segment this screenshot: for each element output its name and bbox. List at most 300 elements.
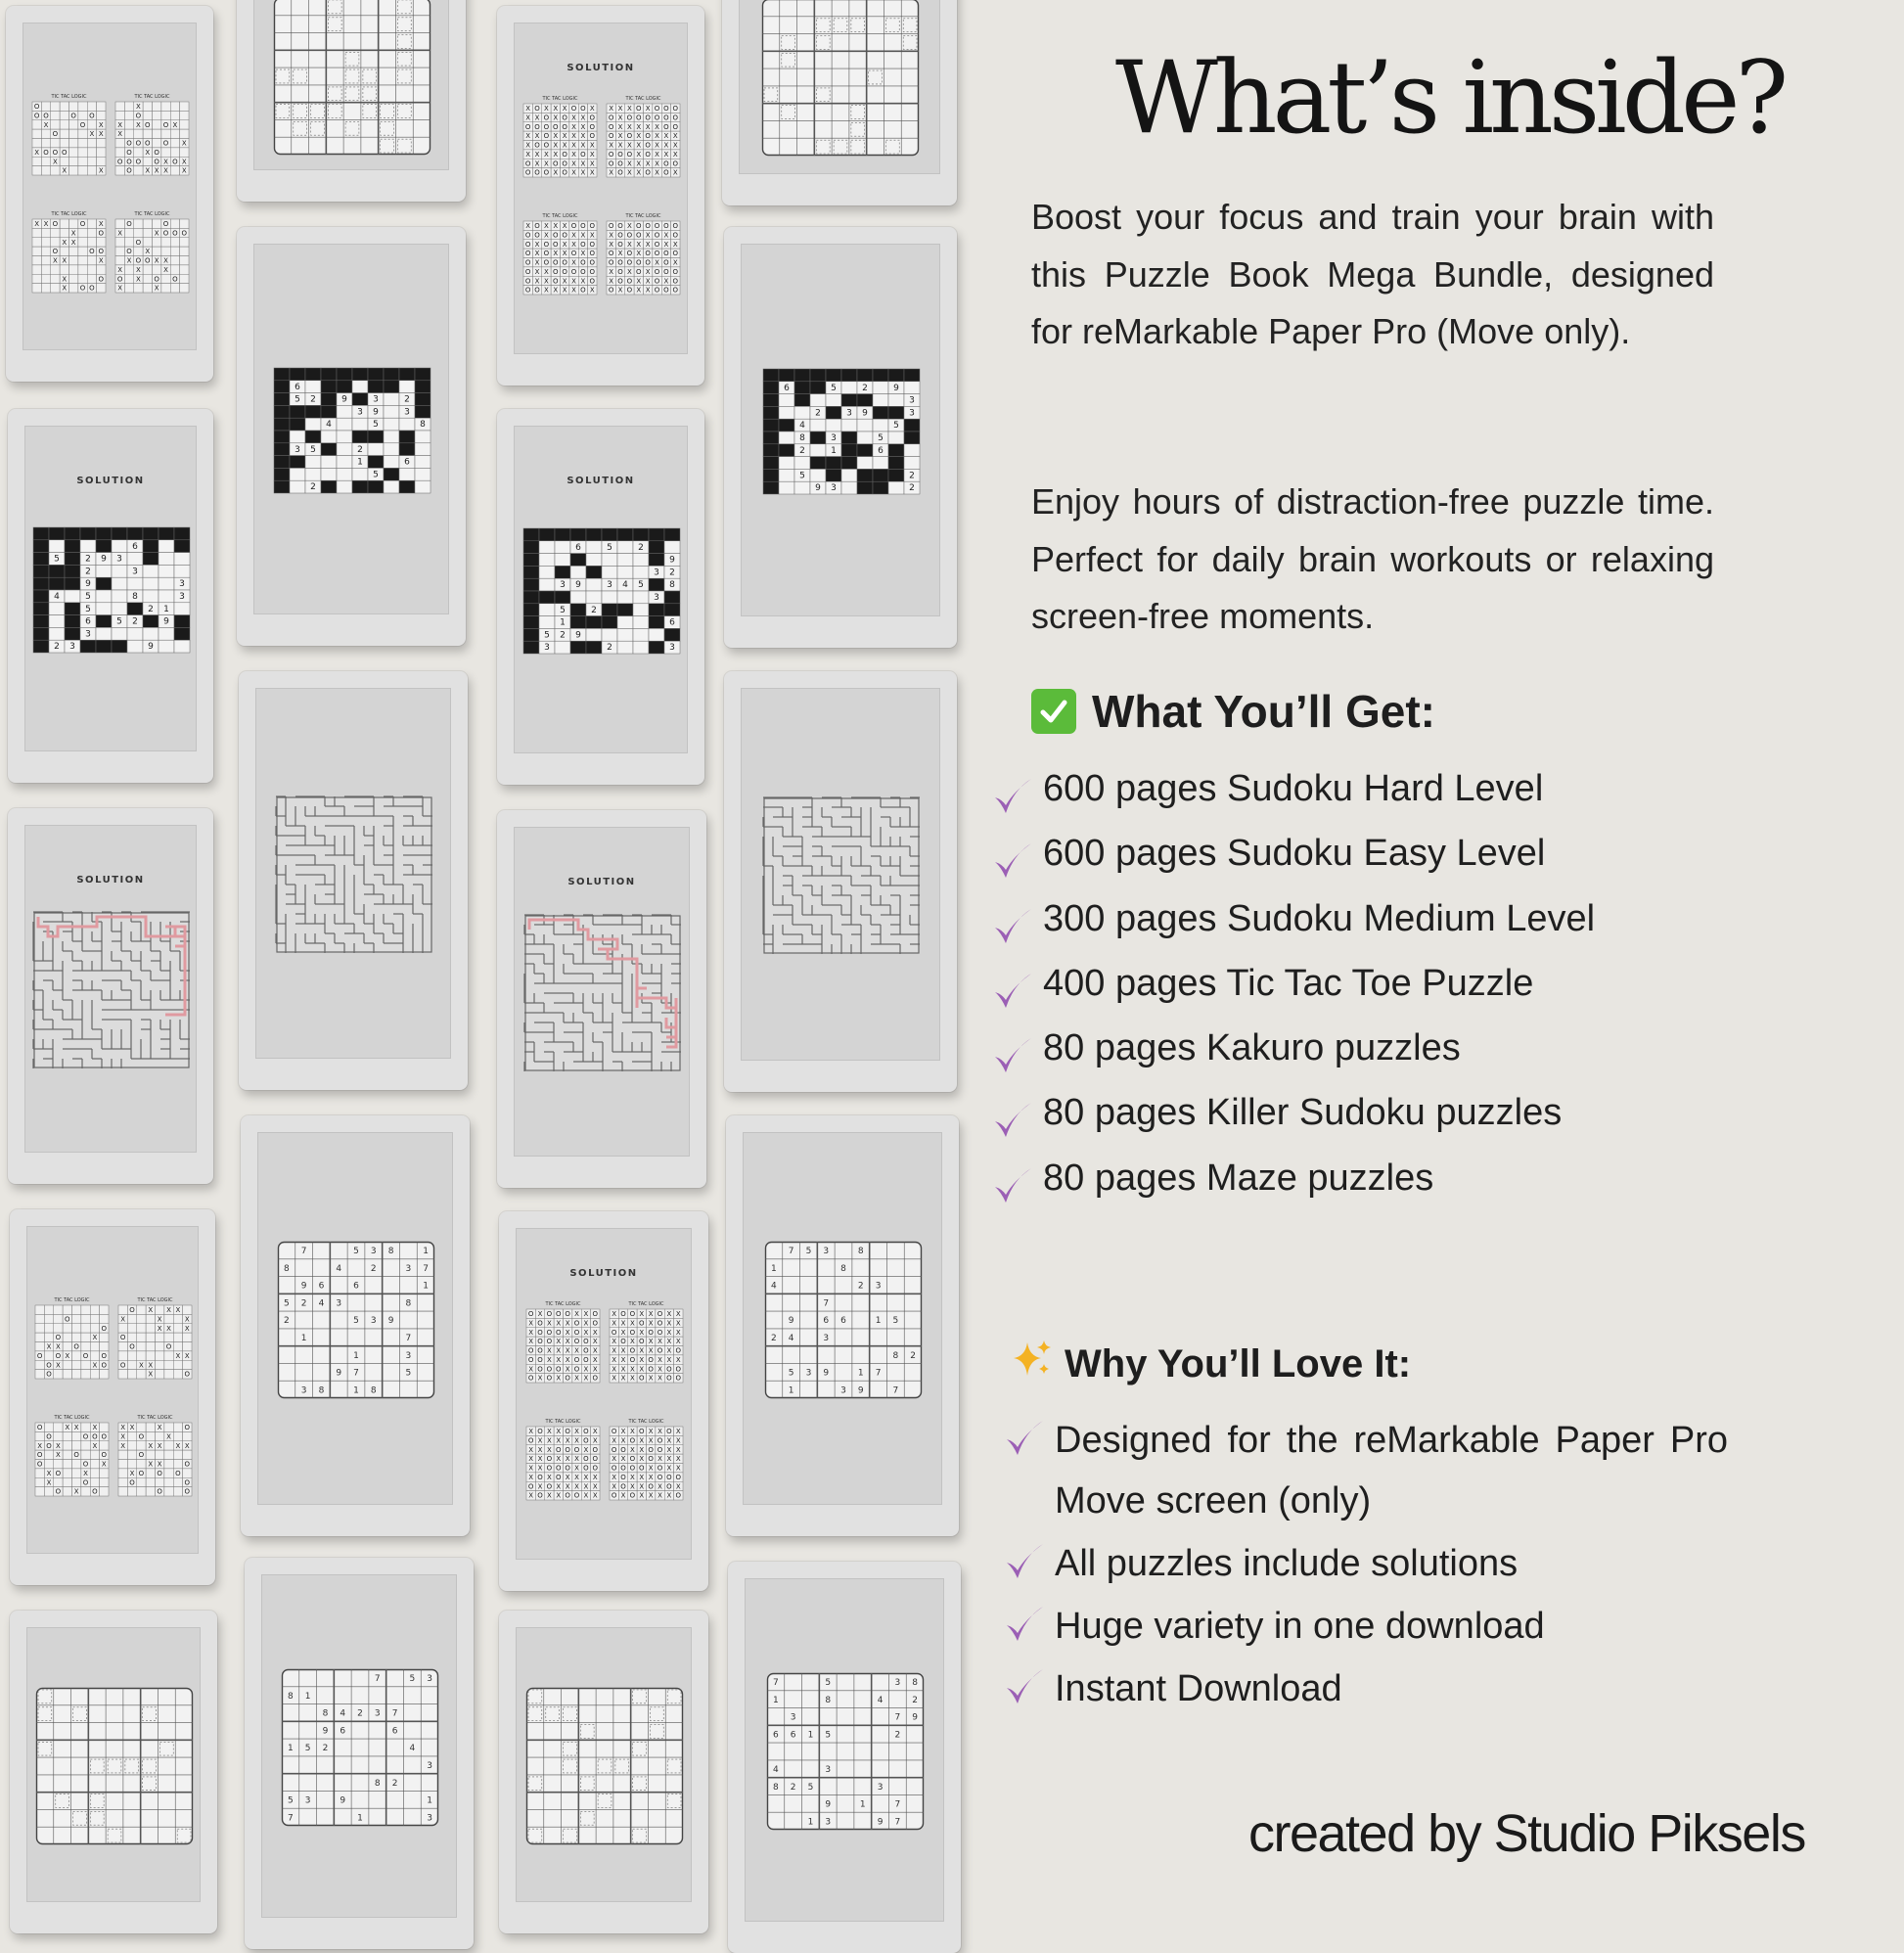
svg-text:O: O [675, 1473, 682, 1481]
svg-text:O: O [663, 159, 669, 168]
svg-text:O: O [172, 274, 178, 283]
svg-text:X: X [547, 1445, 552, 1454]
check-tick-icon [992, 776, 1033, 817]
svg-text:X: X [627, 159, 632, 168]
svg-text:X: X [145, 166, 151, 175]
svg-text:O: O [534, 141, 540, 150]
svg-text:6: 6 [669, 617, 675, 628]
svg-text:2: 2 [607, 642, 612, 653]
svg-text:O: O [138, 1450, 145, 1459]
svg-text:X: X [175, 1305, 181, 1314]
svg-text:O: O [654, 286, 660, 295]
svg-text:O: O [672, 267, 679, 276]
svg-text:X: X [547, 1473, 552, 1481]
svg-text:O: O [46, 1370, 52, 1379]
svg-text:X: X [154, 166, 159, 175]
svg-text:O: O [620, 1464, 626, 1473]
svg-text:O: O [135, 111, 142, 119]
svg-text:X: X [565, 1365, 570, 1374]
svg-text:X: X [663, 231, 669, 240]
what-you-get-list [992, 768, 1873, 1222]
svg-text:X: X [136, 274, 141, 283]
check-tick-icon [992, 1100, 1033, 1141]
svg-text:O: O [589, 277, 596, 286]
svg-text:X: X [612, 1455, 617, 1464]
svg-text:X: X [583, 1310, 589, 1319]
what-you-get-item [992, 898, 1873, 963]
sudoku-digit: 7 [773, 1677, 779, 1688]
svg-text:X: X [636, 159, 642, 168]
svg-text:X: X [98, 219, 104, 228]
svg-text:X: X [553, 250, 559, 258]
what-you-get-item [992, 768, 1873, 833]
svg-text:TIC TAC LOGIC: TIC TAC LOGIC [625, 96, 661, 102]
svg-text:5: 5 [54, 554, 60, 565]
svg-text:9: 9 [575, 629, 581, 640]
puzzle-artwork [763, 797, 920, 954]
e-reader-screen [514, 426, 688, 753]
svg-text:X: X [544, 159, 549, 168]
sudoku-digit: 3 [894, 1677, 901, 1688]
intro-paragraph-1: Boost your focus and train your brain with this Puzzle Book Mega Bundle, designed for reMarkable Paper Pro (Move only). [1031, 197, 1714, 351]
why-love-it-item [1004, 1658, 1728, 1719]
svg-text:X: X [663, 150, 669, 159]
svg-text:X: X [574, 1346, 579, 1355]
svg-text:O: O [126, 247, 132, 255]
svg-text:5: 5 [831, 383, 837, 393]
svg-text:5: 5 [373, 419, 379, 430]
svg-text:O: O [583, 1455, 589, 1464]
sudoku-digit: 1 [788, 1385, 794, 1395]
sudoku-digit: 4 [409, 1743, 416, 1753]
e-reader-screen [516, 1228, 692, 1560]
svg-text:X: X [175, 1441, 181, 1450]
svg-text:X: X [636, 150, 642, 159]
svg-text:O: O [556, 1464, 562, 1473]
svg-text:X: X [92, 1360, 98, 1369]
svg-text:X: X [544, 150, 549, 159]
svg-text:O: O [608, 150, 614, 159]
sudoku-digit: 5 [807, 1782, 814, 1793]
svg-text:X: X [636, 132, 642, 141]
svg-text:O: O [126, 219, 132, 228]
svg-text:O: O [524, 267, 531, 276]
sudoku-digit: 7 [823, 1297, 830, 1308]
solution-label: SOLUTION [76, 476, 145, 486]
puzzle-artwork [276, 796, 432, 953]
sudoku-digit: 4 [340, 1708, 346, 1719]
svg-text:X: X [129, 1423, 135, 1431]
svg-text:O: O [562, 122, 567, 131]
e-reader-page-sudoku [726, 1115, 959, 1536]
svg-text:O: O [617, 150, 623, 159]
svg-text:6: 6 [404, 457, 410, 468]
svg-text:X: X [544, 286, 549, 295]
sudoku-digit: 8 [857, 1246, 864, 1256]
svg-text:O: O [157, 1469, 162, 1477]
svg-text:O: O [675, 1365, 682, 1374]
svg-text:X: X [528, 1319, 534, 1328]
svg-text:O: O [608, 159, 614, 168]
svg-text:O: O [162, 219, 169, 228]
svg-text:2: 2 [404, 394, 410, 405]
svg-text:X: X [98, 129, 104, 138]
svg-text:X: X [43, 120, 49, 129]
svg-text:X: X [120, 1423, 126, 1431]
puzzle-artwork [278, 1242, 434, 1398]
svg-text:O: O [666, 1365, 672, 1374]
svg-text:O: O [620, 1482, 626, 1491]
svg-text:O: O [580, 267, 586, 276]
svg-text:X: X [589, 231, 595, 240]
why-love-it-item-text: All puzzles include solutions [1055, 1543, 1519, 1584]
why-love-it-list [1004, 1410, 1728, 1721]
svg-text:4: 4 [54, 591, 60, 602]
e-reader-page-sudoku [728, 1562, 961, 1953]
svg-text:TIC TAC LOGIC: TIC TAC LOGIC [137, 1296, 173, 1303]
sudoku-digit: 4 [877, 1695, 884, 1705]
svg-text:O: O [645, 258, 651, 267]
svg-text:O: O [617, 267, 623, 276]
svg-text:O: O [537, 1428, 543, 1436]
svg-text:X: X [617, 250, 623, 258]
svg-text:O: O [138, 1431, 145, 1440]
svg-text:X: X [666, 1319, 672, 1328]
svg-text:O: O [82, 1431, 89, 1440]
svg-text:O: O [611, 1328, 617, 1337]
why-love-it-item-text: Designed for the reMarkable Paper Pro Move screen (only) [1055, 1420, 1728, 1522]
sudoku-digit: 3 [823, 1246, 830, 1256]
svg-text:O: O [648, 1328, 654, 1337]
svg-text:X: X [556, 1346, 562, 1355]
svg-text:O: O [583, 1464, 589, 1473]
svg-text:X: X [62, 238, 68, 247]
svg-text:X: X [534, 150, 540, 159]
svg-text:X: X [175, 1351, 181, 1360]
svg-text:3: 3 [654, 592, 659, 603]
sudoku-digit: 8 [370, 1385, 377, 1395]
svg-text:O: O [639, 1428, 645, 1436]
svg-text:O: O [126, 139, 132, 148]
check-tick-icon [992, 1035, 1033, 1076]
sudoku-digit: 9 [877, 1816, 884, 1827]
svg-text:2: 2 [909, 470, 915, 480]
svg-text:X: X [620, 1319, 626, 1328]
svg-text:O: O [562, 168, 567, 177]
svg-text:O: O [543, 141, 550, 150]
svg-text:X: X [645, 159, 651, 168]
sudoku-digit: 5 [353, 1246, 359, 1256]
svg-text:X: X [648, 1310, 654, 1319]
sudoku-digit: 5 [825, 1729, 832, 1740]
sudoku-digit: 9 [322, 1725, 329, 1736]
svg-text:X: X [544, 231, 549, 240]
svg-text:X: X [534, 132, 540, 141]
svg-text:O: O [546, 1338, 553, 1346]
svg-text:TIC TAC LOGIC: TIC TAC LOGIC [54, 1414, 90, 1421]
svg-text:TIC TAC LOGIC: TIC TAC LOGIC [628, 1301, 664, 1307]
svg-text:X: X [589, 286, 595, 295]
svg-text:O: O [556, 1328, 562, 1337]
svg-text:X: X [154, 284, 159, 293]
svg-text:O: O [620, 1445, 626, 1454]
svg-text:9: 9 [669, 555, 675, 566]
svg-text:4: 4 [622, 579, 628, 590]
svg-text:8: 8 [669, 579, 675, 590]
svg-text:O: O [55, 1469, 62, 1477]
sudoku-digit: 3 [840, 1385, 846, 1395]
svg-text:O: O [636, 267, 642, 276]
svg-text:X: X [157, 1460, 162, 1469]
svg-text:O: O [666, 1482, 672, 1491]
svg-text:O: O [556, 1473, 562, 1481]
sudoku-digit: 5 [825, 1677, 832, 1688]
sudoku-digit: 8 [912, 1677, 918, 1688]
svg-text:X: X [571, 159, 576, 168]
svg-text:O: O [36, 1450, 43, 1459]
svg-text:X: X [56, 1450, 61, 1459]
svg-text:O: O [657, 1464, 663, 1473]
sudoku-digit: 5 [892, 1315, 899, 1326]
what-you-get-heading [1031, 685, 1435, 738]
svg-text:O: O [556, 1445, 562, 1454]
e-reader-screen [514, 827, 690, 1157]
svg-text:2: 2 [310, 394, 316, 405]
svg-text:X: X [609, 231, 614, 240]
svg-text:X: X [675, 1319, 681, 1328]
svg-text:O: O [119, 1360, 126, 1369]
svg-text:X: X [612, 1482, 617, 1491]
e-reader-page-tictac [10, 1209, 215, 1585]
svg-text:X: X [166, 1305, 171, 1314]
svg-text:X: X [645, 240, 651, 249]
svg-text:X: X [53, 256, 58, 265]
sudoku-digit: 2 [910, 1350, 916, 1361]
svg-text:3: 3 [132, 566, 138, 576]
svg-text:X: X [34, 219, 40, 228]
svg-text:O: O [524, 122, 531, 131]
svg-text:O: O [617, 277, 623, 286]
svg-text:O: O [648, 1455, 654, 1464]
svg-text:5: 5 [295, 394, 300, 405]
svg-text:O: O [546, 1464, 553, 1473]
svg-text:O: O [165, 1342, 172, 1351]
svg-text:O: O [162, 228, 169, 237]
svg-text:9: 9 [101, 554, 107, 565]
svg-text:8: 8 [132, 591, 138, 602]
svg-text:X: X [648, 1374, 654, 1383]
svg-text:O: O [657, 1319, 663, 1328]
sudoku-digit: 5 [805, 1246, 812, 1256]
svg-text:5: 5 [560, 605, 566, 615]
svg-text:X: X [126, 256, 132, 265]
svg-text:X: X [663, 240, 669, 249]
svg-text:O: O [629, 1346, 636, 1355]
svg-text:X: X [655, 122, 659, 131]
svg-text:X: X [612, 1355, 617, 1364]
svg-text:O: O [657, 1445, 663, 1454]
svg-text:O: O [98, 228, 105, 237]
sudoku-digit: 6 [391, 1725, 398, 1736]
svg-text:X: X [580, 159, 586, 168]
svg-text:O: O [33, 111, 40, 119]
svg-text:O: O [527, 1374, 534, 1383]
svg-text:X: X [145, 148, 151, 157]
svg-text:X: X [612, 1346, 617, 1355]
e-reader-page-tictac [497, 6, 704, 386]
sudoku-digit: 9 [823, 1368, 830, 1379]
svg-text:O: O [666, 1374, 672, 1383]
svg-text:X: X [609, 141, 614, 150]
svg-text:O: O [629, 1355, 636, 1364]
sudoku-digit: 3 [790, 1712, 796, 1723]
svg-text:X: X [528, 1428, 534, 1436]
svg-text:O: O [546, 1365, 553, 1374]
svg-text:O: O [543, 240, 550, 249]
svg-text:O: O [663, 168, 669, 177]
svg-text:X: X [571, 114, 576, 122]
svg-text:X: X [620, 1346, 626, 1355]
svg-text:O: O [562, 150, 567, 159]
svg-text:O: O [629, 1436, 636, 1445]
sudoku-digit: 6 [790, 1729, 796, 1740]
svg-text:X: X [627, 141, 632, 150]
svg-text:X: X [65, 1423, 70, 1431]
e-reader-page-killer [10, 1611, 217, 1933]
svg-text:X: X [609, 168, 614, 177]
what-you-get-item-text: 80 pages Killer Sudoku puzzles [1043, 1092, 1563, 1134]
svg-text:3: 3 [909, 395, 915, 406]
check-tick-icon [992, 1165, 1033, 1206]
e-reader-page-maze [239, 671, 468, 1090]
svg-text:X: X [148, 1460, 154, 1469]
svg-text:3: 3 [69, 641, 75, 652]
svg-text:X: X [648, 1473, 654, 1481]
svg-text:X: X [620, 1328, 626, 1337]
svg-text:X: X [184, 1314, 190, 1323]
svg-text:X: X [537, 1310, 543, 1319]
svg-text:O: O [537, 1346, 543, 1355]
svg-text:O: O [654, 222, 660, 231]
svg-text:O: O [620, 1310, 626, 1319]
svg-text:X: X [627, 105, 632, 114]
svg-text:O: O [565, 1464, 570, 1473]
svg-text:3: 3 [116, 554, 122, 565]
svg-text:X: X [639, 1482, 645, 1491]
svg-text:X: X [583, 1491, 589, 1500]
svg-text:X: X [166, 1324, 171, 1333]
check-tick-icon [992, 971, 1033, 1012]
e-reader-screen [261, 1574, 457, 1918]
svg-text:6: 6 [575, 542, 581, 553]
svg-text:X: X [620, 1355, 626, 1364]
svg-text:X: X [83, 1469, 88, 1477]
svg-text:O: O [534, 168, 540, 177]
svg-text:X: X [139, 1360, 144, 1369]
svg-text:X: X [136, 265, 141, 274]
svg-text:X: X [657, 1374, 662, 1383]
sudoku-digit: 1 [304, 1691, 311, 1702]
svg-text:X: X [120, 1314, 126, 1323]
svg-text:X: X [184, 1441, 190, 1450]
svg-text:O: O [608, 258, 614, 267]
svg-text:X: X [62, 284, 68, 293]
solution-label: SOLUTION [76, 875, 145, 886]
svg-text:X: X [639, 1346, 645, 1355]
svg-text:O: O [36, 1351, 43, 1360]
sudoku-digit: 1 [771, 1263, 777, 1274]
svg-text:X: X [666, 1338, 672, 1346]
sudoku-digit: 1 [875, 1315, 882, 1326]
svg-text:TIC TAC LOGIC: TIC TAC LOGIC [137, 1414, 173, 1421]
svg-text:O: O [583, 1436, 589, 1445]
svg-text:X: X [148, 1305, 154, 1314]
svg-text:2: 2 [799, 445, 805, 456]
svg-text:X: X [612, 1436, 617, 1445]
svg-text:X: X [657, 1355, 662, 1364]
svg-text:X: X [675, 1428, 681, 1436]
e-reader-screen [23, 23, 197, 350]
e-reader-screen [257, 1132, 453, 1505]
svg-text:O: O [636, 105, 642, 114]
puzzle-artwork [763, 369, 920, 494]
svg-text:X: X [525, 222, 531, 231]
svg-text:X: X [62, 166, 68, 175]
e-reader-screen [24, 426, 197, 751]
why-love-it-item [1004, 1533, 1728, 1594]
svg-text:3: 3 [831, 482, 837, 493]
sparkles-icon [1012, 1339, 1053, 1389]
svg-text:O: O [592, 1464, 599, 1473]
svg-text:X: X [46, 1477, 52, 1486]
svg-text:3: 3 [607, 579, 612, 590]
svg-text:O: O [537, 1365, 543, 1374]
svg-text:6: 6 [132, 541, 138, 552]
svg-text:X: X [617, 105, 623, 114]
svg-text:X: X [101, 1460, 107, 1469]
svg-text:X: X [645, 286, 651, 295]
svg-text:X: X [675, 1482, 681, 1491]
svg-text:X: X [547, 1346, 552, 1355]
svg-text:X: X [184, 1351, 190, 1360]
svg-text:X: X [609, 277, 614, 286]
svg-text:O: O [573, 1355, 580, 1364]
svg-text:X: X [562, 277, 567, 286]
svg-text:O: O [36, 1423, 43, 1431]
svg-text:O: O [135, 238, 142, 247]
svg-text:X: X [636, 168, 642, 177]
check-tick-icon [1004, 1541, 1045, 1582]
svg-text:O: O [580, 258, 586, 267]
svg-text:X: X [117, 228, 123, 237]
svg-text:X: X [145, 247, 151, 255]
svg-text:2: 2 [85, 554, 91, 565]
puzzle-artwork [526, 1688, 683, 1844]
svg-text:X: X [163, 157, 168, 165]
svg-text:X: X [612, 1365, 617, 1374]
svg-text:2: 2 [591, 605, 597, 615]
what-you-get-item-text: 300 pages Sudoku Medium Level [1043, 897, 1596, 939]
sudoku-digit: 2 [322, 1743, 329, 1753]
svg-text:O: O [116, 157, 123, 165]
svg-text:X: X [534, 250, 540, 258]
svg-text:O: O [608, 286, 614, 295]
svg-text:8: 8 [420, 419, 426, 430]
sudoku-digit: 1 [300, 1333, 307, 1343]
svg-text:X: X [645, 105, 651, 114]
svg-text:X: X [589, 150, 595, 159]
svg-text:X: X [565, 1355, 570, 1364]
